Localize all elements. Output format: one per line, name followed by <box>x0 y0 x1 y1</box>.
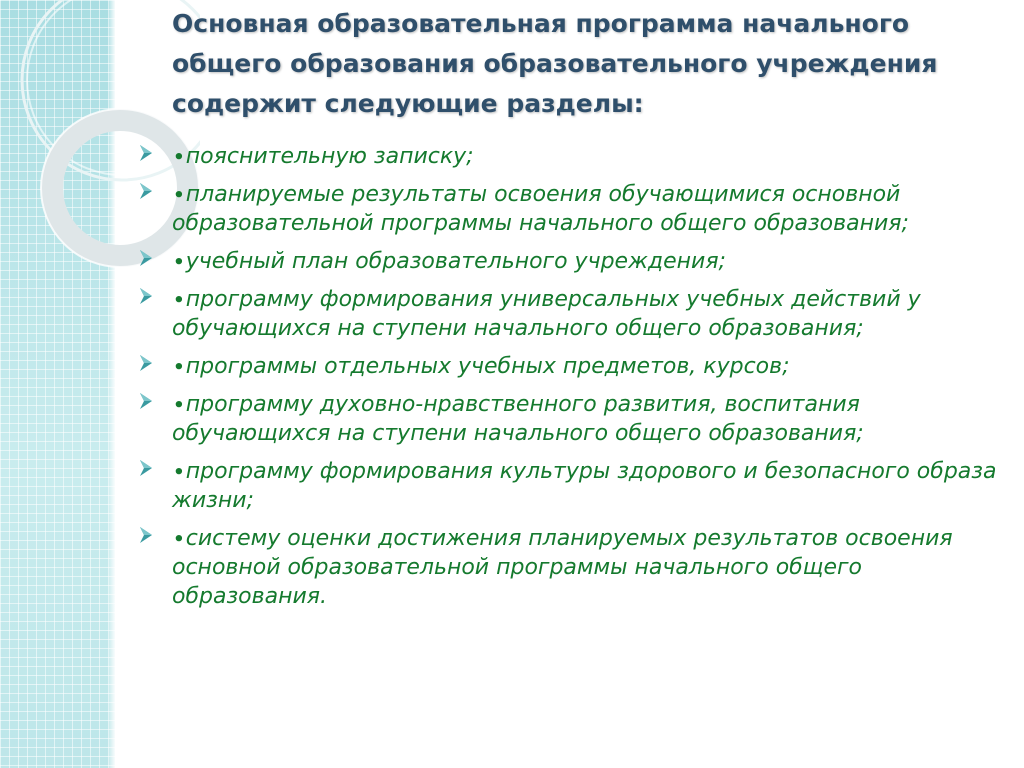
list-item-text: ∙пояснительную записку; <box>172 144 474 169</box>
list-item-text: ∙учебный план образовательного учреждения; <box>172 249 726 274</box>
arrow-bullet-icon <box>138 143 156 165</box>
arrow-bullet-icon <box>138 458 156 480</box>
list-item <box>134 247 1004 276</box>
list-item <box>134 142 1004 171</box>
page-title: Основная образовательная программа начального общего образования образовательного учреждения содержит следующие разделы: <box>172 9 938 118</box>
list-item-text: ∙программу формирования универсальных учебных действий у обучающихся на ступени начального общего образования; <box>172 287 921 341</box>
arrow-bullet-icon <box>138 353 156 375</box>
list-item-text: ∙программы отдельных учебных предметов, курсов; <box>172 354 790 379</box>
list-item <box>134 390 1004 448</box>
list-item <box>134 285 1004 343</box>
arrow-bullet-icon <box>138 525 156 547</box>
arrow-bullet-icon <box>138 391 156 413</box>
list-item-text: ∙программу формирования культуры здорового и безопасного образа жизни; <box>172 459 997 513</box>
sections-list <box>134 142 1004 620</box>
list-item-text: ∙систему оценки достижения планируемых результатов освоения основной образовательной программы начального общего образования. <box>172 526 953 609</box>
list-item <box>134 180 1004 238</box>
arrow-bullet-icon <box>138 248 156 270</box>
list-item <box>134 457 1004 515</box>
list-item-text: ∙планируемые результаты освоения обучающимися основной образовательной программы начального общего образования; <box>172 182 909 236</box>
list-item <box>134 352 1004 381</box>
list-item-text: ∙программу духовно-нравственного развития, воспитания обучающихся на ступени начального общего образования; <box>172 392 864 446</box>
arrow-bullet-icon <box>138 181 156 203</box>
list-item <box>134 524 1004 611</box>
arrow-bullet-icon <box>138 286 156 308</box>
